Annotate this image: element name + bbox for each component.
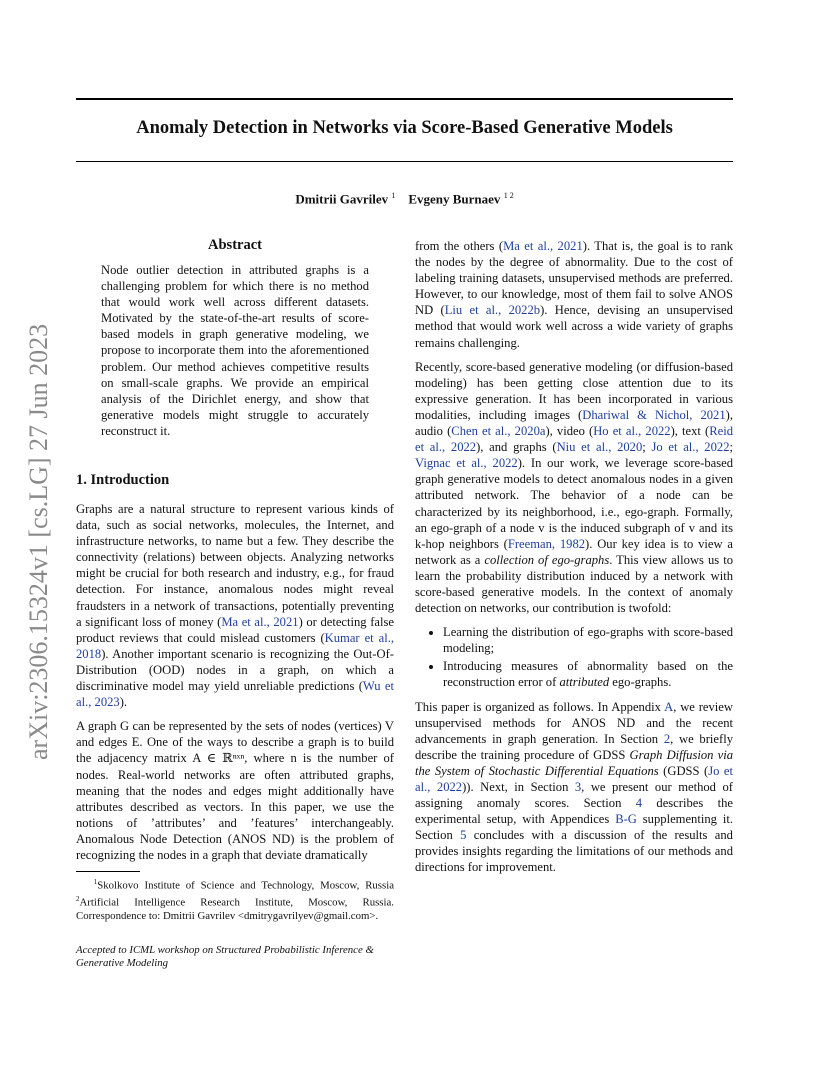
left-column [76,501,394,871]
text-run: ). Another important scenario is recognizing the Out-Of-Distribution (OOD) nodes in a graph, on which a discriminative model may yield unreliable predictions ( [76,646,394,694]
text-run: ), text ( [670,424,710,439]
text-run: ego-graphs. [609,675,672,690]
text-run: from the others ( [415,239,504,253]
body-paragraph [415,699,733,876]
citation-link[interactable]: Ma et al., 2021 [221,614,299,629]
emphasis: attributed [559,675,610,690]
text-run: ; [642,440,652,455]
paper-title: Anomaly Detection in Networks via Score-Based Generative Models [136,118,673,138]
citation-link[interactable]: Niu et al., 2020 [556,440,643,455]
right-column [415,238,733,884]
citation-link[interactable]: Ma et al., 2021 [503,239,583,253]
text-run: This paper is organized as follows. In Appendix [415,699,665,714]
citation-link[interactable]: Freeman, 1982 [507,536,586,551]
contribution-list [415,624,733,690]
footnote [76,876,394,923]
body-paragraph [415,238,733,351]
text-run: , we present our method of assigning anomaly scores. Section [415,780,733,811]
intro-paragraph [76,501,394,710]
footnote-mark: 1 [93,878,98,886]
citation-link[interactable]: Jo et al., 2022 [415,763,733,794]
citation-link[interactable]: Jo et al., 2022 [651,440,730,455]
text-run: ), audio ( [415,407,733,439]
text-run: ). Hence, devising an unsupervised method that would work well across a wide variety of graphs remains challenging. [415,303,733,350]
text-run: ). Our key idea is to view a network as a [415,536,733,567]
text-run: ; [729,440,733,455]
citation-link[interactable]: Wu et al., 2023 [76,679,395,710]
text-run: ), and graphs ( [476,440,557,455]
text-run: , we review unsupervised methods for ANOS ND and the recent advancements in graph generation. In Section [415,699,733,746]
text-run: . This view allows us to learn the probability distribution induced by a network with score-based generative models. In the context of anomaly detection on networks, our contribution is twofold: [415,552,733,616]
footnote-text: Artificial Intelligence Research Institute, Moscow, Russia. Correspondence to: Dmitrii Gavrilev <dmitrygavrilyev@gmail.com>. [76,896,394,922]
footnote-text: Skolkovo Institute of Science and Technology, Moscow, Russia [97,879,394,892]
text-run: ), video ( [545,424,594,439]
text-run: ). In our work, we leverage score-based graph generative models to detect anomalous nodes in a given attributed network. The behavior of a node can be characterized by its neighborhood, i.e., ego-graph. Formally, an ego-graph of a node v is the induced subgraph of v and its k-hop neighbors ( [415,456,734,551]
abstract-heading: Abstract [208,237,262,253]
text-run: concludes with a discussion of the results and provides insights regarding the limitations of our methods and directions for improvement. [415,828,733,875]
author-name: Evgeny Burnaev [408,191,501,207]
citation-link[interactable]: Dhariwal & Nichol, 2021 [582,407,726,422]
author-name: Dmitrii Gavrilev [295,191,389,207]
text-run: (GDSS ( [658,763,709,778]
title-rule-top [76,98,733,100]
text-run: ). [119,695,128,710]
intro-paragraph: A graph G can be represented by the sets of nodes (vertices) V and edges E. One of the ways to describe a graph is to build the adjacency matrix A ∈ ℝⁿˣⁿ, where n is the number of nodes. Real-world networks are often attributed graphs, meaning that the nodes and edges might additionally have attributes described as vectors. In this paper, we use the notions of ’attributes’ and ’features’ interchangeably. Anomalous Node Detection (ANOS ND) is the problem of recognizing the nodes in a graph that deviate dramatically [76,719,394,862]
title-rule-bottom [76,161,733,162]
text-run: ) or detecting false product reviews that could mislead customers ( [76,614,394,645]
accepted-note: Accepted to ICML workshop on Structured Probabilistic Inference & Generative Modeling [76,944,374,970]
author-affiliation: 1 [391,191,396,200]
section-heading-introduction: 1. Introduction [76,472,170,488]
section-ref-link[interactable]: A [664,699,674,714]
section-ref-link[interactable]: 4 [635,796,643,811]
citation-link[interactable]: Ho et al., 2022 [593,424,671,439]
text-run: Graphs are a natural structure to represent various kinds of data, such as social networks, molecules, the Internet, and infrastructure networks, to name but a few. They describe the connectivity (relations) between objects. Analyzing networks might be crucial for both research and industry, e.g., for fraud detection. For instance, anomalous nodes might reveal fraudsters in a network of transactions, potentially preventing a significant loss of money ( [76,502,394,629]
citation-link[interactable]: Chen et al., 2020a [451,424,546,439]
abstract-text: Node outlier detection in attributed graphs is a challenging problem for which there is no method that would work well across different datasets. Motivated by the state-of-the-art results of score-based models in graph generative modeling, we propose to incorporate them into the aforementioned problem. Our method achieves competitive results on small-scale graphs. We provide an empirical analysis of the Dirichlet energy, and show that generative models might struggle to accurately reconstruct it. [101,263,369,438]
text-run: supplementing it. Section [415,812,733,843]
author-affiliation: 1 2 [503,191,514,200]
list-item: • Learning the distribution of ego-graphs with score-based modeling; [443,624,733,656]
emphasis: collection of ego-graphs [484,552,610,567]
text-run: , we briefly describe the training procedure of GDSS [415,731,733,762]
body-paragraph [415,359,733,617]
list-item [443,658,733,690]
citation-link[interactable]: Liu et al., 2022b [444,303,541,318]
section-ref-link[interactable]: 5 [460,828,467,843]
footnote-mark: 2 [76,895,80,903]
section-ref-link[interactable]: 3 [574,780,582,794]
arxiv-stamp: arXiv:2306.15324v1 [cs.LG] 27 Jun 2023 [24,323,53,760]
footnote-rule [76,871,140,872]
author-list [76,191,733,207]
text-run: )). Next, in Section [462,780,575,794]
text-run: ). That is, the goal is to rank the nodes by the degree of abnormality. Due to the cost of labeling training datasets, unsupervised methods are preferred. However, to our knowledge, most of them fail to solve ANOS ND ( [415,239,733,318]
section-ref-link[interactable]: 2 [663,731,671,746]
text-run: describes the experimental setup, with Appendices [415,796,733,827]
emphasis: Graph Diffusion via the System of Stochastic Differential Equations [415,747,734,778]
text-run: Introducing measures of abnormality based on the reconstruction error of [443,659,733,690]
text-run: Recently, score-based generative modeling (or diffusion-based modeling) has been getting close attention due to its expressive generation. It has been incorporated in various modalities, including images ( [415,359,733,422]
section-ref-link[interactable]: B-G [615,812,637,827]
citation-link[interactable]: Reid et al., 2022 [415,424,734,455]
citation-link[interactable]: Kumar et al., 2018 [76,630,394,661]
citation-link[interactable]: Vignac et al., 2022 [415,456,518,471]
